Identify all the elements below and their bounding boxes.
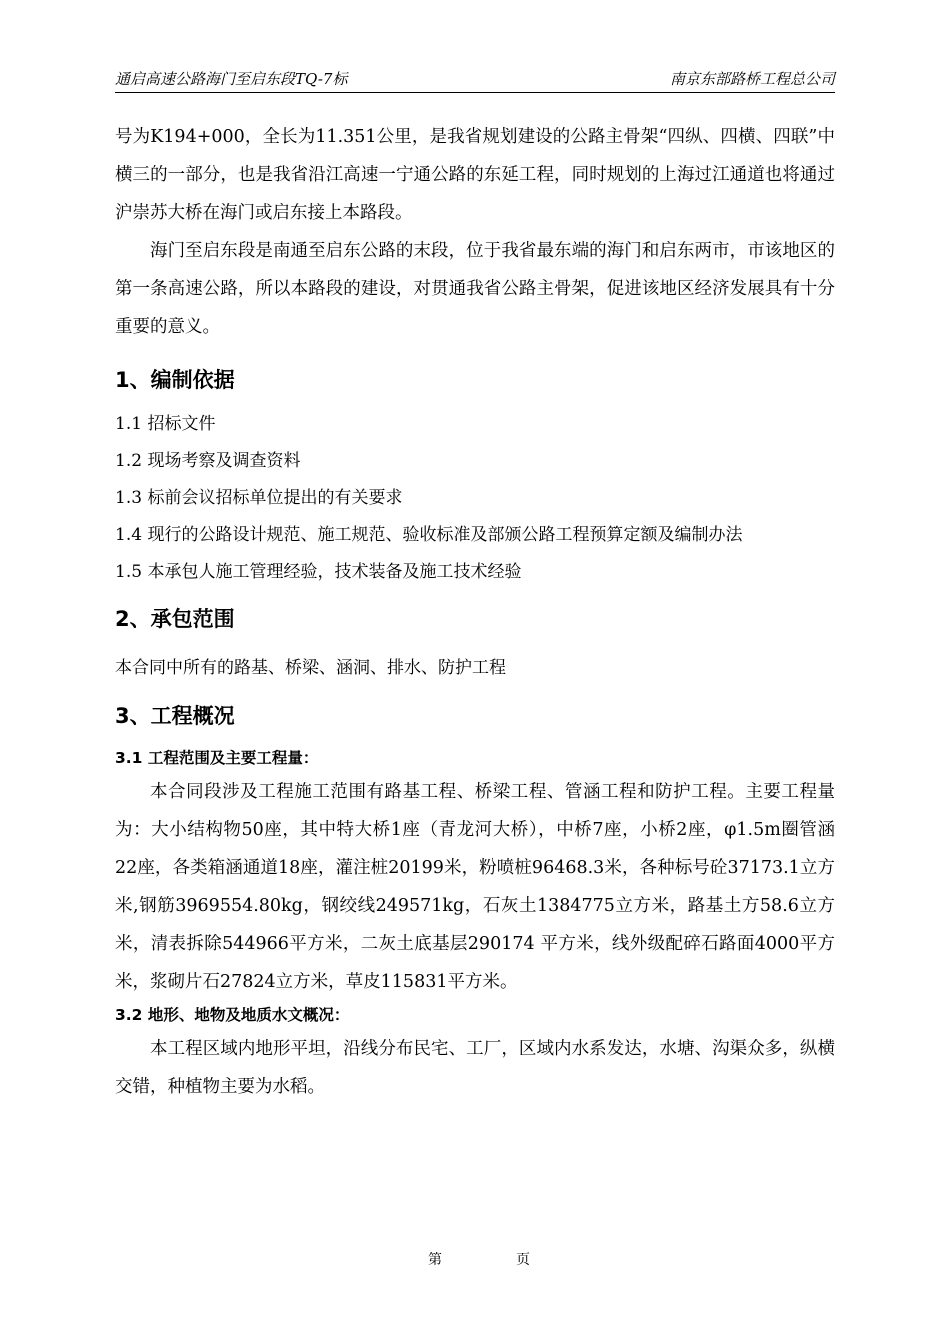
list-item: 1.3 标前会议招标单位提出的有关要求 xyxy=(115,488,403,508)
section-3-2-heading: 3.2 地形、地物及地质水文概况： xyxy=(115,1006,350,1024)
page-header xyxy=(115,68,835,93)
section-3-1-text: 本合同段涉及工程施工范围有路基工程、桥梁工程、管涵工程和防护工程。主要工程量为：大小结构物50座，其中特大桥1座（青龙河大桥），中桥7座，小桥2座，φ1.5m圈管涵22座，各类箱涵通道18座，灌注桩20199米，粉喷桩96468.3米，各种标号砼37173.1立方米,钢筋3969554.80kg，钢绞线249571kg，石灰土1384775立方米，路基土方58.6立方米，清表拆除544966平方米，二灰土底基层290174 平方米，线外级配碎石路面4000平方米，浆砌片石27824立方米，草皮115831平方米。 xyxy=(115,782,835,992)
list-item: 1.4 现行的公路设计规范、施工规范、验收标准及部颁公路工程预算定额及编制办法 xyxy=(115,525,743,545)
footer-page-suffix: 页 xyxy=(516,1252,530,1268)
section-3-heading: 3、工程概况 xyxy=(115,704,235,728)
section-2-text: 本合同中所有的路基、桥梁、涵洞、排水、防护工程 xyxy=(115,658,506,678)
header-company-name: 南京东部路桥工程总公司 xyxy=(669,70,835,88)
list-item: 1.1 招标文件 xyxy=(115,414,216,434)
page-content xyxy=(115,118,835,1106)
section-1-list xyxy=(115,412,835,584)
list-item: 1.5 本承包人施工管理经验，技术装备及施工技术经验 xyxy=(115,562,522,582)
header-project-title: 通启高速公路海门至启东段TQ-7标 xyxy=(115,70,348,88)
intro-paragraph-2: 海门至启东段是南通至启东公路的末段，位于我省最东端的海门和启东两市，市该地区的第一条高速公路，所以本路段的建设，对贯通我省公路主骨架，促进该地区经济发展具有十分重要的意义。 xyxy=(115,241,835,337)
list-item: 1.2 现场考察及调查资料 xyxy=(115,451,301,471)
section-3-1-heading: 3.1 工程范围及主要工程量： xyxy=(115,749,319,767)
section-3-2-text: 本工程区域内地形平坦，沿线分布民宅、工厂，区域内水系发达，水塘、沟渠众多，纵横交错，种植物主要为水稻。 xyxy=(115,1039,835,1097)
section-1-heading: 1、编制依据 xyxy=(115,368,235,392)
section-2-heading: 2、承包范围 xyxy=(115,607,235,631)
footer-page-prefix: 第 xyxy=(428,1252,442,1268)
intro-paragraph-1: 号为K194+000，全长为11.351公里，是我省规划建设的公路主骨架“四纵、四横、四联”中横三的一部分，也是我省沿江高速一宁通公路的东延工程，同时规划的上海过江通道也将通过沪崇苏大桥在海门或启东接上本路段。 xyxy=(115,127,835,223)
